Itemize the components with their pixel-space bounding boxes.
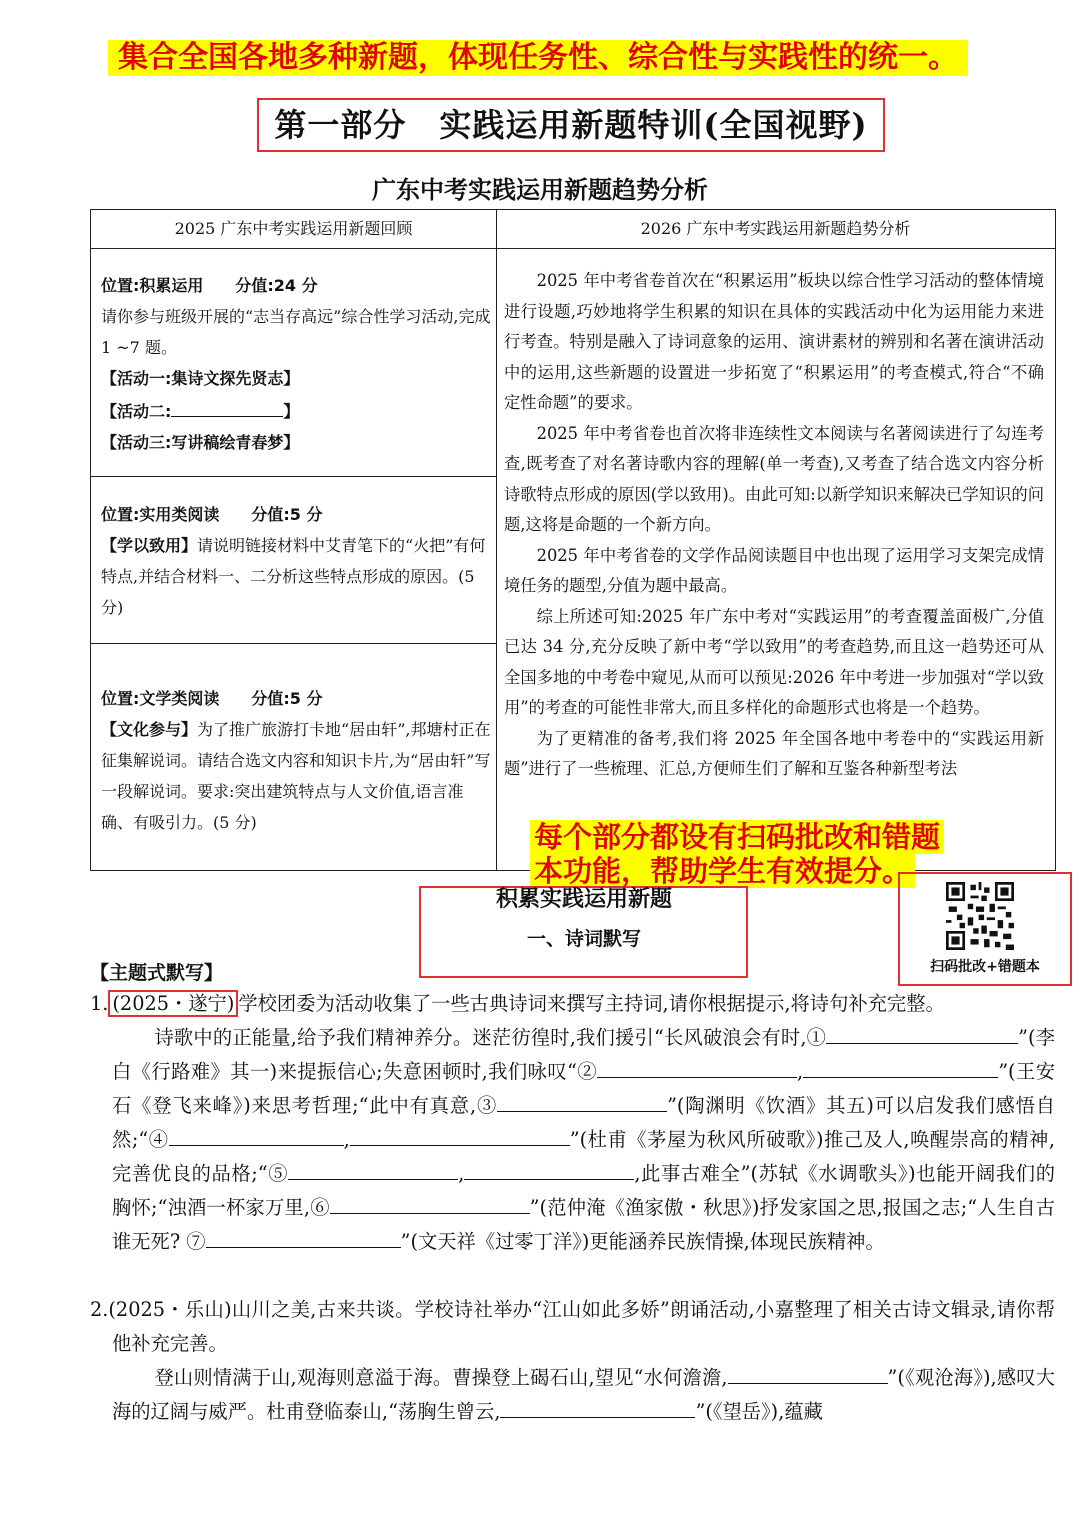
cell-position-label: 位置:文学类阅读 分值:5 分	[101, 689, 323, 708]
question-stem	[90, 987, 1055, 1021]
cell-text	[101, 530, 491, 623]
cell-text: 请你参与班级开展的“志当存高远”综合性学习活动,完成 1 ~7 题。	[101, 307, 491, 357]
column-divider	[496, 210, 497, 870]
question-stem	[90, 1293, 1055, 1361]
callout-line-2: 本功能，帮助学生有效提分。	[530, 854, 915, 888]
passage-text: ,	[797, 1060, 804, 1083]
analysis-paragraph: 2025 年中考省卷也首次将非连续性文本阅读与名著阅读进行了勾连考查,既考查了对名著诗歌内容的理解(单一考查),又考查了结合选文内容分析诗歌特点形成的原因(学以致用)。由此可知:以新学知识来解决已学知识的问题,这将是命题的一个新方向。	[504, 423, 1044, 534]
passage-text: ”(李白《行路难》其一)来提振信心;失意困顿时,我们咏叹“②	[112, 1026, 1055, 1083]
passage-text: 诗歌中的正能量,给予我们精神养分。迷茫彷徨时,我们援引“长风破浪会有时,①	[154, 1026, 827, 1049]
answer-blank-2c[interactable]	[893, 1055, 998, 1078]
question-passage	[90, 1021, 1055, 1259]
passage-text: ”(《观沧海》),感叹大海的辽阔与威严。杜甫登临泰山,“荡胸生曾云,	[112, 1366, 1055, 1423]
theme-label: 【主题式默写】	[90, 962, 224, 984]
question-source: (2025・遂宁)	[108, 990, 238, 1017]
callout-line-1: 每个部分都设有扫码批改和错题	[530, 820, 944, 854]
qr-label: 扫码批改+错题本	[930, 959, 1040, 975]
trend-analysis	[504, 266, 1044, 785]
analysis-paragraph: 2025 年中考省卷的文学作品阅读题目中也出现了运用学习支架完成情境任务的题型,分值为题中最高。	[504, 545, 1044, 595]
answer-blank-1a[interactable]	[826, 1021, 956, 1044]
question-text: 学校团委为活动收集了一些古典诗词来撰写主持词,请你根据提示,将诗句补充完整。	[238, 992, 945, 1015]
question-1	[90, 987, 1055, 1259]
answer-blank-2b[interactable]	[803, 1055, 893, 1078]
analysis-paragraph: 2025 年中考省卷首次在“积累运用”板块以综合性学习活动的整体情境进行设题,巧妙地将学生积累的知识在具体的实践活动中化为运用能力来进行考查。特别是融入了诗词意象的运用、演讲素材的辨别和名著在演讲活动中的运用,这些新题的设置进一步拓宽了“积累运用”的考查模式,符合“不确定性命题”的要求。	[504, 271, 1044, 412]
review-cell-3	[101, 683, 491, 838]
analysis-paragraph: 为了更精准的备考,我们将 2025 年全国各地中考卷中的“实践运用新题”进行了一些梳理、汇总,方便师生们了解和互鉴各种新型考法	[504, 728, 1044, 778]
cell-divider	[91, 476, 496, 477]
passage-text: ”(文天祥《过零丁洋》)更能涵养民族情操,体现民族精神。	[400, 1230, 885, 1253]
answer-blank-5b[interactable]	[464, 1157, 634, 1180]
passage-text: ,此事古难全”(苏轼《水调歌头》)也能开阔我们的胸怀;“浊酒一杯家万里,⑥	[112, 1162, 1055, 1219]
answer-blank-7[interactable]	[206, 1225, 401, 1248]
cell-divider	[91, 643, 496, 644]
answer-blank-6[interactable]	[330, 1191, 530, 1214]
passage-text: ,	[343, 1128, 350, 1151]
answer-blank-9[interactable]	[500, 1395, 695, 1418]
cell-body: 为了推广旅游打卡地“居由轩”,邦塘村正在征集解说词。请结合选文内容和知识卡片,为“居由轩”写一段解说词。要求:突出建筑特点与人文价值,语言准确、有吸引力。(5 分)	[101, 720, 491, 832]
cell-position-label: 位置:积累运用 分值:24 分	[101, 276, 318, 295]
question-text: 山川之美,古来共谈。学校诗社举办“江山如此多娇”朗诵活动,小嘉整理了相关古诗文辑录,请你帮他补充完善。	[112, 1298, 1055, 1355]
answer-blank-2a[interactable]	[597, 1055, 797, 1078]
passage-text: ”(杜甫《茅屋为秋风所破歌》)推己及人,唤醒崇高的精神,完善优良的品格;“⑤	[112, 1128, 1056, 1185]
passage-text: ”(王安石《登飞来峰》)来思考哲理;“此中有真意,③	[112, 1060, 1055, 1117]
table-header-left: 2025 广东中考实践运用新题回顾	[174, 219, 413, 238]
question-passage	[90, 1361, 1055, 1429]
question-number: 1.	[90, 992, 109, 1015]
question-source: (2025・乐山)	[108, 1298, 232, 1321]
trend-title: 广东中考实践运用新题趋势分析	[372, 175, 708, 204]
cell-body: 请说明链接材料中艾青笔下的“火把”有何特点,并结合材料一、二分析这些特点形成的原因。(5 分)	[101, 536, 486, 617]
passage-text: 登山则情满于山,观海则意溢于海。曹操登上碣石山,望见“水何澹澹,	[154, 1366, 728, 1389]
section-title: 积累实践运用新题	[495, 886, 672, 912]
subsection-title: 一、诗词默写	[526, 928, 641, 950]
activity-1: 【活动一:集诗文探先贤志】	[101, 369, 300, 388]
answer-blank-4a[interactable]	[169, 1123, 344, 1146]
passage-text: ”(《望岳》),蕴藏	[695, 1400, 823, 1423]
table-header-right: 2026 广东中考实践运用新题趋势分析	[640, 219, 911, 238]
answer-blank-5a[interactable]	[288, 1157, 458, 1180]
answer-blank-8[interactable]	[728, 1361, 888, 1384]
review-cell-1	[101, 270, 491, 458]
cell-text	[101, 714, 491, 838]
header-divider	[91, 248, 1055, 249]
analysis-paragraph: 综上所述可知:2025 年广东中考对“实践运用”的考查覆盖面极广,分值已达 34 分,充分反映了新中考“学以致用”的考查趋势,而且这一趋势还可从全国多地的中考卷中窥见,从而可以预见:2026 年中考进一步加强对“学以致用”的考查的可能性非常大,而且多样化的命题形式也将是一个趋势。	[504, 606, 1044, 717]
question-2	[90, 1293, 1055, 1429]
passage-text: ”(陶渊明《饮酒》其五)可以启发我们感悟自然;“④	[112, 1094, 1056, 1151]
passage-text: ”(范仲淹《渔家傲・秋思》)抒发家国之思,报国之志;“人生自古谁无死? ⑦	[112, 1196, 1055, 1253]
activity-2-end: 】	[283, 402, 300, 421]
top-banner: 集合全国各地多种新题，体现任务性、综合性与实践性的统一。	[108, 40, 968, 76]
activity-2-blank	[171, 394, 283, 417]
qr-code-icon[interactable]	[946, 882, 1014, 950]
review-cell-2	[101, 499, 491, 623]
activity-2	[101, 394, 491, 427]
activity-2-label: 【活动二:	[101, 402, 172, 421]
passage-text: ,	[458, 1162, 465, 1185]
question-number: 2.	[90, 1298, 109, 1321]
answer-blank-3[interactable]	[497, 1089, 667, 1112]
cell-tag: 【学以致用】	[101, 536, 198, 555]
activity-3: 【活动三:写讲稿绘青春梦】	[101, 433, 300, 452]
cell-position-label: 位置:实用类阅读 分值:5 分	[101, 505, 323, 524]
part-title: 第一部分 实践运用新题特训(全国视野)	[257, 98, 885, 152]
answer-blank-4b[interactable]	[350, 1123, 570, 1146]
cell-tag: 【文化参与】	[101, 720, 198, 739]
answer-blank-1b[interactable]	[956, 1021, 1018, 1044]
